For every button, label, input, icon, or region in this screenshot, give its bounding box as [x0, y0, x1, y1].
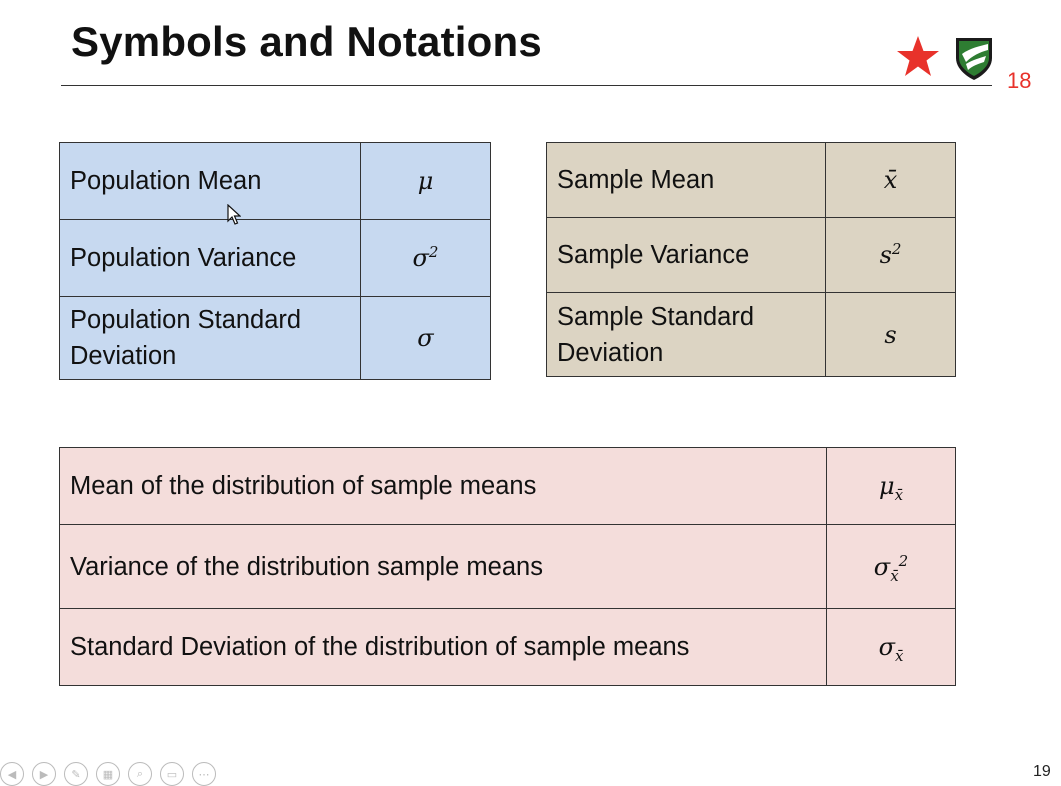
table-cell-symbol	[826, 218, 956, 293]
table-row	[60, 609, 956, 686]
table-cell-label: Variance of the distribution sample means	[60, 525, 827, 609]
table-cell-symbol	[827, 609, 956, 686]
table-row	[60, 448, 956, 525]
logo	[896, 34, 996, 84]
symbol-x-bar: x̄	[883, 166, 898, 194]
slide-title: Symbols and Notations	[71, 18, 542, 65]
symbol-sigma: σ	[873, 552, 891, 581]
table-cell-symbol	[826, 143, 956, 218]
table-cell-label: Sample Variance	[547, 218, 826, 293]
symbol-subscript: x̄	[890, 566, 899, 585]
table-row	[60, 525, 956, 609]
star-icon	[897, 36, 939, 76]
table-row	[547, 218, 956, 293]
shield-icon	[956, 38, 992, 80]
symbol-subscript: x̄	[894, 485, 904, 504]
population-notation-table	[59, 142, 491, 380]
symbol-s: s	[884, 320, 897, 349]
presentation-toolbar	[0, 762, 216, 786]
table-row	[547, 293, 956, 377]
symbol-mu: μ	[878, 472, 895, 500]
table-cell-symbol	[361, 143, 491, 220]
table-cell-label: Population Standard Deviation	[60, 297, 361, 380]
mouse-cursor-icon	[227, 204, 241, 226]
symbol-subscript: x̄	[894, 646, 904, 665]
symbol-sigma: σ	[417, 324, 434, 352]
table-cell-label: Standard Deviation of the distribution of sample means	[60, 609, 827, 686]
page-number: 19	[1033, 763, 1051, 780]
table-cell-label: Population Variance	[60, 220, 361, 297]
previous-slide-icon[interactable]: ◀	[0, 762, 24, 786]
table-cell-label: Sample Standard Deviation	[547, 293, 826, 377]
table-cell-symbol	[827, 448, 956, 525]
symbol-sigma: σ	[412, 244, 429, 272]
table-row	[60, 143, 491, 220]
table-cell-label: Sample Mean	[547, 143, 826, 218]
next-slide-icon[interactable]: ▶	[32, 762, 56, 786]
slide-number-top: 18	[1007, 68, 1032, 93]
symbol-superscript: 2	[891, 240, 902, 258]
subtitle-icon[interactable]: ▭	[160, 762, 184, 786]
sampling-distribution-table	[59, 447, 956, 686]
table-cell-label: Population Mean	[60, 143, 361, 220]
table-cell-symbol	[827, 525, 956, 609]
symbol-superscript: 2	[428, 243, 439, 261]
table-cell-label: Mean of the distribution of sample means	[60, 448, 827, 525]
pen-icon[interactable]: ✎	[64, 762, 88, 786]
title-divider	[61, 85, 992, 86]
table-cell-symbol	[361, 220, 491, 297]
symbol-sigma: σ	[878, 633, 895, 661]
symbol-superscript: 2	[898, 551, 909, 570]
more-options-icon[interactable]: ⋯	[192, 762, 216, 786]
zoom-icon[interactable]: ⌕	[128, 762, 152, 786]
table-cell-symbol	[361, 297, 491, 380]
table-row	[60, 220, 491, 297]
sample-notation-table	[546, 142, 956, 377]
table-row	[60, 297, 491, 380]
table-row	[547, 143, 956, 218]
symbol-mu: μ	[417, 167, 434, 195]
symbol-s: s	[879, 241, 892, 269]
table-cell-symbol	[826, 293, 956, 377]
slides-grid-icon[interactable]: ▦	[96, 762, 120, 786]
